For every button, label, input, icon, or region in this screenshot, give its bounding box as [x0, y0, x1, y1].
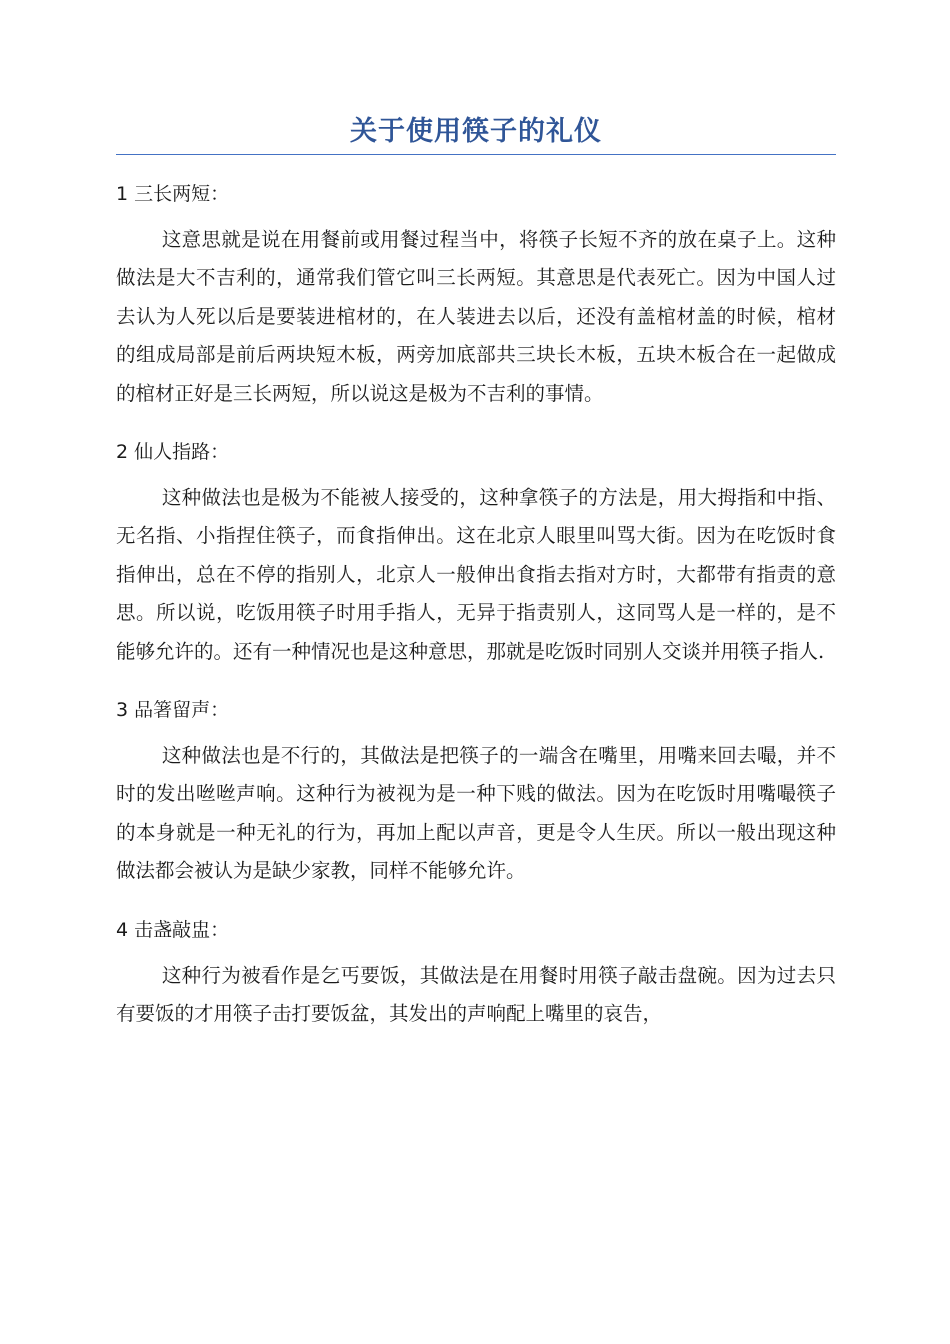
section-title: 仙人指路： — [134, 441, 230, 464]
section-number: 4 — [116, 918, 129, 941]
document-title: 关于使用筷子的礼仪 — [350, 116, 602, 147]
section-body: 这种做法也是不行的，其做法是把筷子的一端含在嘴里，用嘴来回去嘬，并不时的发出咝咝声响。这种行为被视为是一种下贱的做法。因为在吃饭时用嘴嘬筷子的本身就是一种无礼的行为，再加上配以声音，更是令人生厌。所以一般出现这种做法都会被认为是缺少家教，同样不能够允许。 — [116, 744, 836, 883]
section-body: 这意思就是说在用餐前或用餐过程当中，将筷子长短不齐的放在桌子上。这种做法是大不吉利的，通常我们管它叫三长两短。其意思是代表死亡。因为中国人过去认为人死以后是要装进棺材的，在人装进去以后，还没有盖棺材盖的时候，棺材的组成局部是前后两块短木板，两旁加底部共三块长木板，五块木板合在一起做成的棺材正好是三长两短，所以说这是极为不吉利的事情。 — [116, 228, 836, 405]
section-number: 3 — [116, 699, 129, 722]
section-title: 三长两短： — [134, 183, 230, 205]
section-heading — [116, 915, 836, 945]
section-title: 品箸留声： — [134, 699, 230, 722]
section-body: 这种行为被看作是乞丐要饭，其做法是在用餐时用筷子敲击盘碗。因为过去只有要饭的才用筷子击打要饭盆，其发出的声响配上嘴里的哀告， — [116, 963, 836, 1026]
section-heading — [116, 695, 836, 725]
title-underline — [116, 154, 836, 155]
section-title: 击盏敲盅： — [134, 918, 230, 941]
section-heading — [116, 437, 836, 467]
section-number: 1 — [116, 183, 129, 205]
section-heading — [116, 179, 836, 209]
section-body: 这种做法也是极为不能被人接受的，这种拿筷子的方法是，用大拇指和中指、无名指、小指捏住筷子，而食指伸出。这在北京人眼里叫骂大街。因为在吃饭时食指伸出，总在不停的指别人，北京人一般伸出食指去指对方时，大都带有指责的意思。所以说，吃饭用筷子时用手指人，无异于指责别人，这同骂人是一样的，是不能够允许的。还有一种情况也是这种意思，那就是吃饭时同别人交谈并用筷子指人. — [116, 486, 836, 663]
section-number: 2 — [116, 441, 129, 464]
document-page — [116, 110, 836, 1034]
